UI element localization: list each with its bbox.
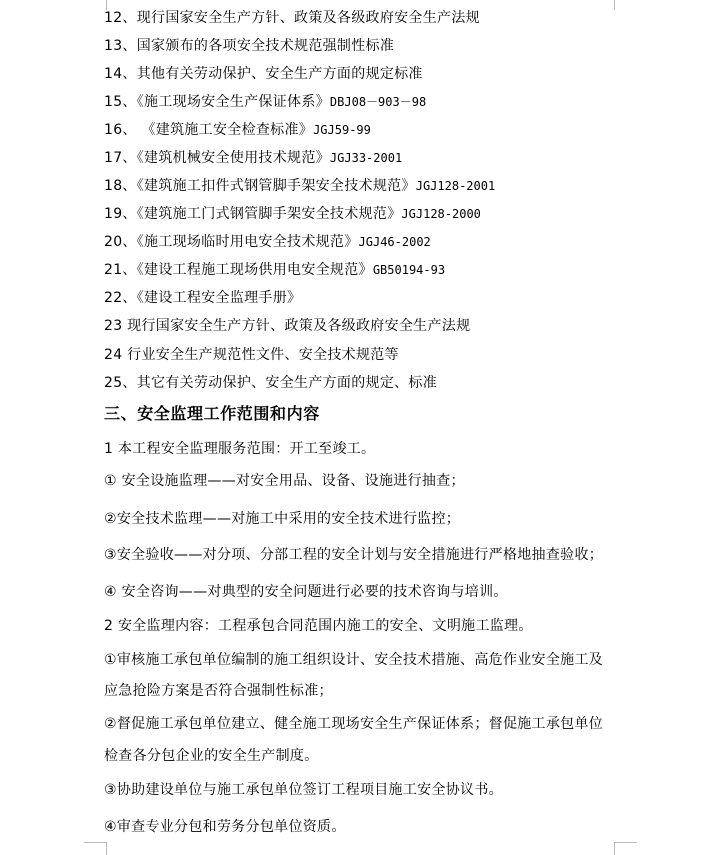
- reference-item-20: 20、《施工现场临时用电安全技术规范》JGJ46-2002: [104, 234, 431, 250]
- content-item-2-line-2: 检查各分包企业的安全生产制度。: [104, 748, 319, 764]
- reference-item-15: 15、《施工现场安全生产保证体系》DBJ08－903－98: [104, 94, 427, 110]
- reference-item-17: 17、《建筑机械安全使用技术规范》JGJ33-2001: [104, 150, 403, 166]
- content-item-4: ④审查专业分包和劳务分包单位资质。: [104, 819, 346, 835]
- crop-mark-top-right: [614, 0, 637, 10]
- crop-mark-bottom-left: [84, 842, 107, 855]
- section-heading: 三、安全监理工作范围和内容: [104, 404, 320, 423]
- scope-item-2: ②安全技术监理——对施工中采用的安全技术进行监控；: [104, 511, 461, 527]
- reference-item-16: 16、 《建筑施工安全检查标准》JGJ59-99: [104, 122, 371, 138]
- reference-item-13: 13、国家颁布的各项安全技术规范强制性标准: [104, 38, 395, 54]
- content-paragraph: 2 安全监理内容：工程承包合同范围内施工的安全、文明施工监理。: [104, 618, 533, 634]
- reference-item-12: 12、现行国家安全生产方针、政策及各级政府安全生产法规: [104, 10, 480, 26]
- content-item-2-line-1: ②督促施工承包单位建立、健全施工现场安全生产保证体系；督促施工承包单位: [104, 716, 604, 732]
- scope-item-3: ③安全验收——对分项、分部工程的安全计划与安全措施进行严格地抽查验收；: [104, 547, 604, 563]
- reference-item-23: 23 现行国家安全生产方针、政策及各级政府安全生产法规: [104, 318, 471, 334]
- reference-item-14: 14、其他有关劳动保护、安全生产方面的规定标准: [104, 66, 423, 82]
- crop-mark-bottom-right: [614, 842, 637, 855]
- reference-item-18: 18、《建筑施工扣件式钢管脚手架安全技术规范》JGJ128-2001: [104, 178, 496, 194]
- reference-item-22: 22、《建设工程安全监理手册》: [104, 290, 302, 306]
- reference-item-21: 21、《建设工程施工现场供用电安全规范》GB50194-93: [104, 262, 446, 278]
- scope-item-1: ① 安全设施监理——对安全用品、设备、设施进行抽查；: [104, 473, 465, 489]
- reference-item-24: 24 行业安全生产规范性文件、安全技术规范等: [104, 347, 399, 363]
- content-item-3: ③协助建设单位与施工承包单位签订工程项目施工安全协议书。: [104, 782, 503, 798]
- content-item-1-line-1: ①审核施工承包单位编制的施工组织设计、安全技术措施、高危作业安全施工及: [104, 652, 604, 668]
- scope-item-4: ④ 安全咨询——对典型的安全问题进行必要的技术咨询与培训。: [104, 584, 508, 600]
- reference-item-19: 19、《建筑施工门式钢管脚手架安全技术规范》JGJ128-2000: [104, 206, 481, 222]
- reference-item-25: 25、其它有关劳动保护、安全生产方面的规定、标准: [104, 375, 438, 391]
- scope-paragraph: 1 本工程安全监理服务范围：开工至竣工。: [104, 441, 376, 457]
- content-item-1-line-2: 应急抢险方案是否符合强制性标准；: [104, 683, 333, 699]
